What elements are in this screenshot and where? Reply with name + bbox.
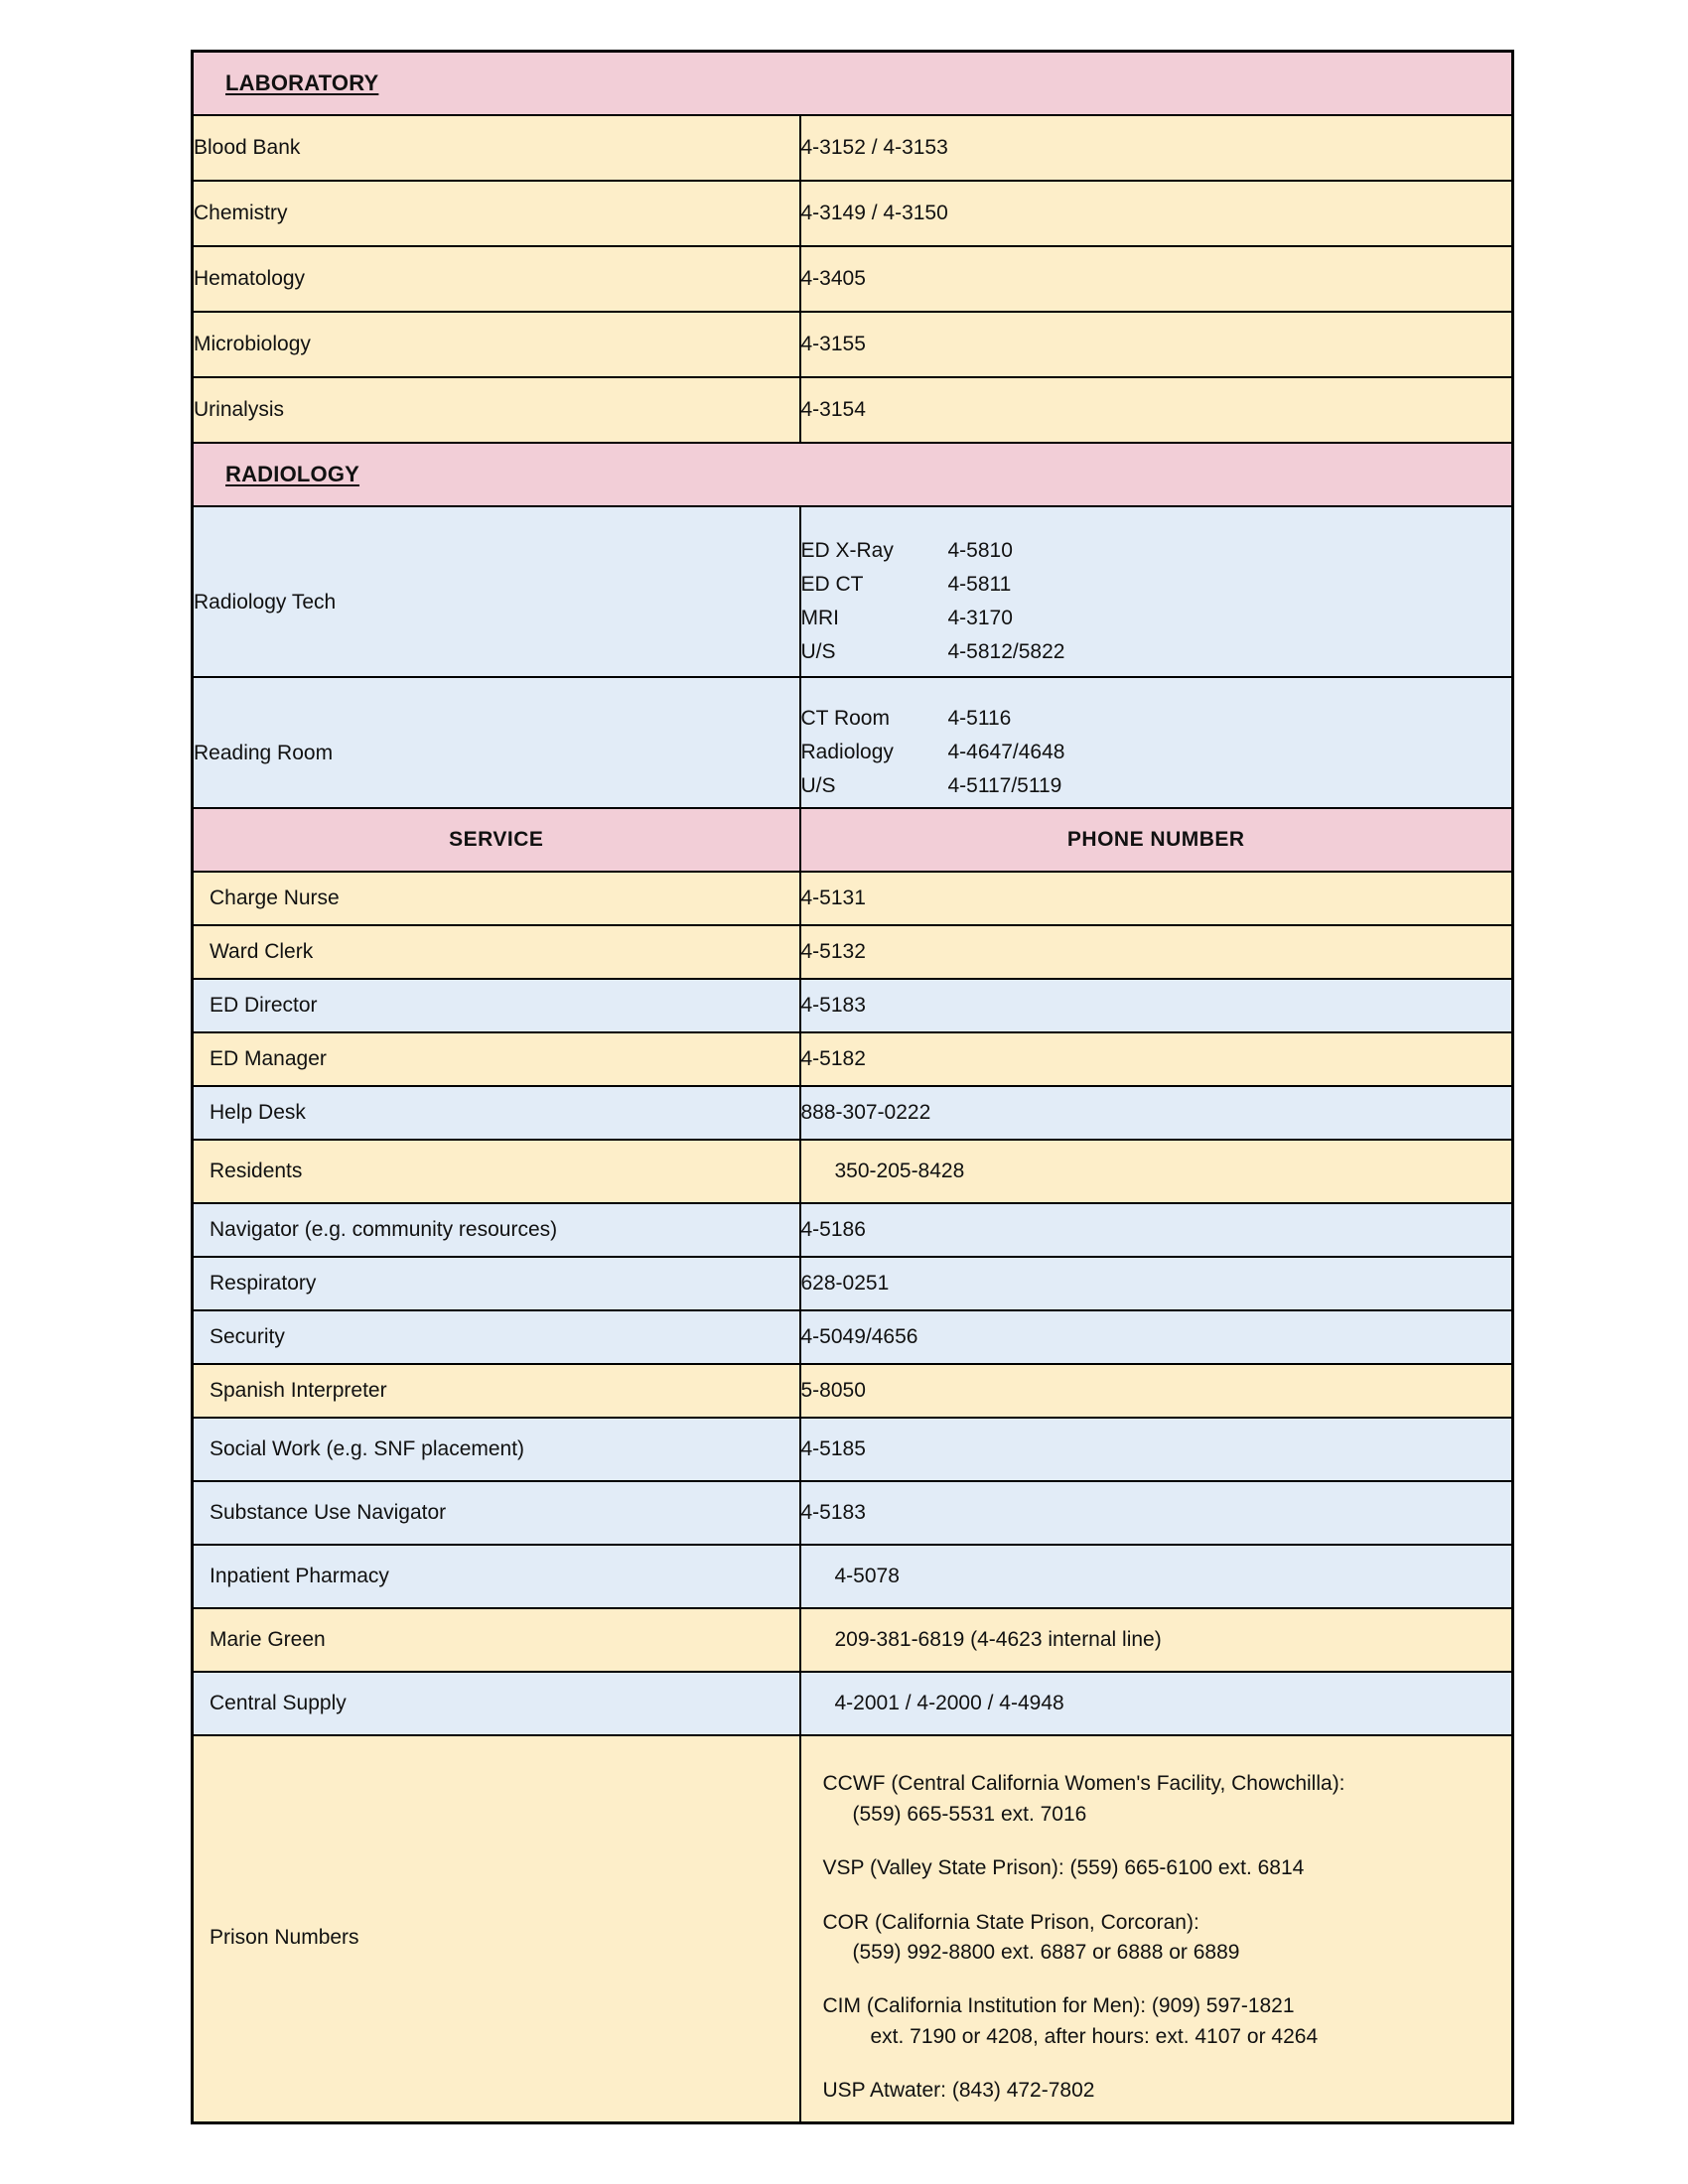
table-row xyxy=(193,246,1513,312)
section-header-radiology xyxy=(193,443,1513,506)
lab-name-chemistry: Chemistry xyxy=(193,181,800,246)
table-row xyxy=(193,1672,1513,1735)
service-number-security: 4-5049/4656 xyxy=(800,1310,1513,1364)
service-number-ward-clerk: 4-5132 xyxy=(800,925,1513,979)
table-row xyxy=(193,506,1513,677)
prison-line: CCWF (Central California Women's Facility, Chowchilla): xyxy=(822,1772,1345,1796)
table-row xyxy=(193,1608,1513,1672)
lab-number-blood-bank: 4-3152 / 4-3153 xyxy=(800,115,1513,181)
table-row xyxy=(193,925,1513,979)
sub-number: 4-5810 xyxy=(947,538,1013,562)
table-row xyxy=(193,1140,1513,1203)
table-row xyxy=(193,377,1513,443)
service-name-prison-numbers: Prison Numbers xyxy=(193,1735,800,2123)
laboratory-banner-label: LABORATORY xyxy=(225,70,379,96)
list-item xyxy=(801,568,1512,602)
sub-label: U/S xyxy=(800,774,836,797)
service-number-respiratory: 628-0251 xyxy=(800,1257,1513,1310)
list-item xyxy=(801,602,1512,635)
table-row xyxy=(193,1545,1513,1608)
service-number-ed-manager: 4-5182 xyxy=(800,1032,1513,1086)
lab-number-chemistry: 4-3149 / 4-3150 xyxy=(800,181,1513,246)
phone-directory-table xyxy=(191,50,1514,2124)
directory-body xyxy=(193,52,1513,2123)
services-header-row xyxy=(193,808,1513,872)
prison-line: VSP (Valley State Prison): (559) 665-6100 ext. 6814 xyxy=(822,1856,1305,1880)
service-name-marie-green: Marie Green xyxy=(193,1608,800,1672)
prison-entry-cim xyxy=(823,1991,1496,2052)
list-item xyxy=(801,736,1512,769)
service-name-ward-clerk: Ward Clerk xyxy=(193,925,800,979)
phone-directory-sheet xyxy=(191,50,1511,2124)
prison-line: (559) 665-5531 ext. 7016 xyxy=(852,1802,1087,1826)
lab-number-urinalysis: 4-3154 xyxy=(800,377,1513,443)
service-number-residents: 350-205-8428 xyxy=(800,1140,1513,1203)
section-header-laboratory xyxy=(193,52,1513,116)
service-name-charge-nurse: Charge Nurse xyxy=(193,872,800,925)
sub-label: Radiology xyxy=(800,740,894,763)
table-row xyxy=(193,1257,1513,1310)
prison-entry-vsp xyxy=(823,1853,1496,1883)
table-row xyxy=(193,312,1513,377)
sub-number: 4-5117/5119 xyxy=(947,774,1062,797)
service-number-help-desk: 888-307-0222 xyxy=(800,1086,1513,1140)
sub-label: CT Room xyxy=(800,706,890,730)
table-row xyxy=(193,677,1513,808)
lab-name-urinalysis: Urinalysis xyxy=(193,377,800,443)
table-row xyxy=(193,115,1513,181)
service-name-inpatient-pharmacy: Inpatient Pharmacy xyxy=(193,1545,800,1608)
sub-number: 4-5811 xyxy=(947,572,1012,596)
service-number-marie-green: 209-381-6819 (4-4623 internal line) xyxy=(800,1608,1513,1672)
radiology-banner-cell xyxy=(193,443,1513,506)
table-row xyxy=(193,979,1513,1032)
prison-entry-ccwf xyxy=(823,1769,1496,1830)
service-name-social-work: Social Work (e.g. SNF placement) xyxy=(193,1418,800,1481)
service-number-central-supply: 4-2001 / 4-2000 / 4-4948 xyxy=(800,1672,1513,1735)
table-row xyxy=(193,1032,1513,1086)
table-row xyxy=(193,1310,1513,1364)
table-row xyxy=(193,181,1513,246)
sub-label: MRI xyxy=(800,607,839,629)
laboratory-banner-cell xyxy=(193,52,1513,116)
prison-line: (559) 992-8800 ext. 6887 or 6888 or 6889 xyxy=(852,1941,1240,1964)
list-item xyxy=(801,769,1512,803)
service-number-spanish-interpreter: 5-8050 xyxy=(800,1364,1513,1418)
sub-label: ED X-Ray xyxy=(800,538,894,562)
list-item xyxy=(801,702,1512,736)
lab-name-hematology: Hematology xyxy=(193,246,800,312)
lab-name-microbiology: Microbiology xyxy=(193,312,800,377)
sub-label: ED CT xyxy=(800,572,864,596)
sub-number: 4-4647/4648 xyxy=(947,740,1065,763)
radiology-tech-sublist xyxy=(801,534,1512,669)
service-number-substance-use-navigator: 4-5183 xyxy=(800,1481,1513,1545)
service-number-navigator: 4-5186 xyxy=(800,1203,1513,1257)
service-number-inpatient-pharmacy: 4-5078 xyxy=(800,1545,1513,1608)
lab-name-blood-bank: Blood Bank xyxy=(193,115,800,181)
column-header-service: SERVICE xyxy=(193,808,800,872)
prison-line: USP Atwater: (843) 472-7802 xyxy=(822,2079,1095,2103)
prison-line: CIM (California Institution for Men): (909) 597-1821 xyxy=(822,1994,1295,2018)
list-item xyxy=(801,635,1512,669)
radiology-numbers-reading-room xyxy=(800,677,1513,808)
radiology-name-radiology-tech: Radiology Tech xyxy=(193,506,800,677)
prison-line: ext. 7190 or 4208, after hours: ext. 4107 or 4264 xyxy=(870,2024,1319,2048)
service-number-charge-nurse: 4-5131 xyxy=(800,872,1513,925)
service-name-ed-director: ED Director xyxy=(193,979,800,1032)
column-header-phone-number: PHONE NUMBER xyxy=(800,808,1513,872)
service-name-spanish-interpreter: Spanish Interpreter xyxy=(193,1364,800,1418)
table-row xyxy=(193,1364,1513,1418)
prison-entry-usp-atwater xyxy=(823,2076,1496,2106)
radiology-numbers-radiology-tech xyxy=(800,506,1513,677)
radiology-banner-label: RADIOLOGY xyxy=(225,462,360,487)
table-row xyxy=(193,1735,1513,2123)
service-number-ed-director: 4-5183 xyxy=(800,979,1513,1032)
service-number-prison-numbers xyxy=(800,1735,1513,2123)
service-name-navigator: Navigator (e.g. community resources) xyxy=(193,1203,800,1257)
table-row xyxy=(193,1418,1513,1481)
lab-number-microbiology: 4-3155 xyxy=(800,312,1513,377)
sub-number: 4-3170 xyxy=(947,607,1013,629)
service-number-social-work: 4-5185 xyxy=(800,1418,1513,1481)
table-row xyxy=(193,1481,1513,1545)
service-name-help-desk: Help Desk xyxy=(193,1086,800,1140)
service-name-respiratory: Respiratory xyxy=(193,1257,800,1310)
table-row xyxy=(193,1086,1513,1140)
prison-entry-cor xyxy=(823,1908,1496,1969)
service-name-security: Security xyxy=(193,1310,800,1364)
service-name-residents: Residents xyxy=(193,1140,800,1203)
lab-number-hematology: 4-3405 xyxy=(800,246,1513,312)
sub-number: 4-5116 xyxy=(947,706,1012,730)
prison-line: COR (California State Prison, Corcoran): xyxy=(822,1910,1199,1934)
table-row xyxy=(193,872,1513,925)
table-row xyxy=(193,1203,1513,1257)
reading-room-sublist xyxy=(801,702,1512,803)
sub-label: U/S xyxy=(800,640,836,664)
radiology-name-reading-room: Reading Room xyxy=(193,677,800,808)
service-name-substance-use-navigator: Substance Use Navigator xyxy=(193,1481,800,1545)
service-name-central-supply: Central Supply xyxy=(193,1672,800,1735)
list-item xyxy=(801,534,1512,568)
sub-number: 4-5812/5822 xyxy=(947,640,1065,664)
service-name-ed-manager: ED Manager xyxy=(193,1032,800,1086)
